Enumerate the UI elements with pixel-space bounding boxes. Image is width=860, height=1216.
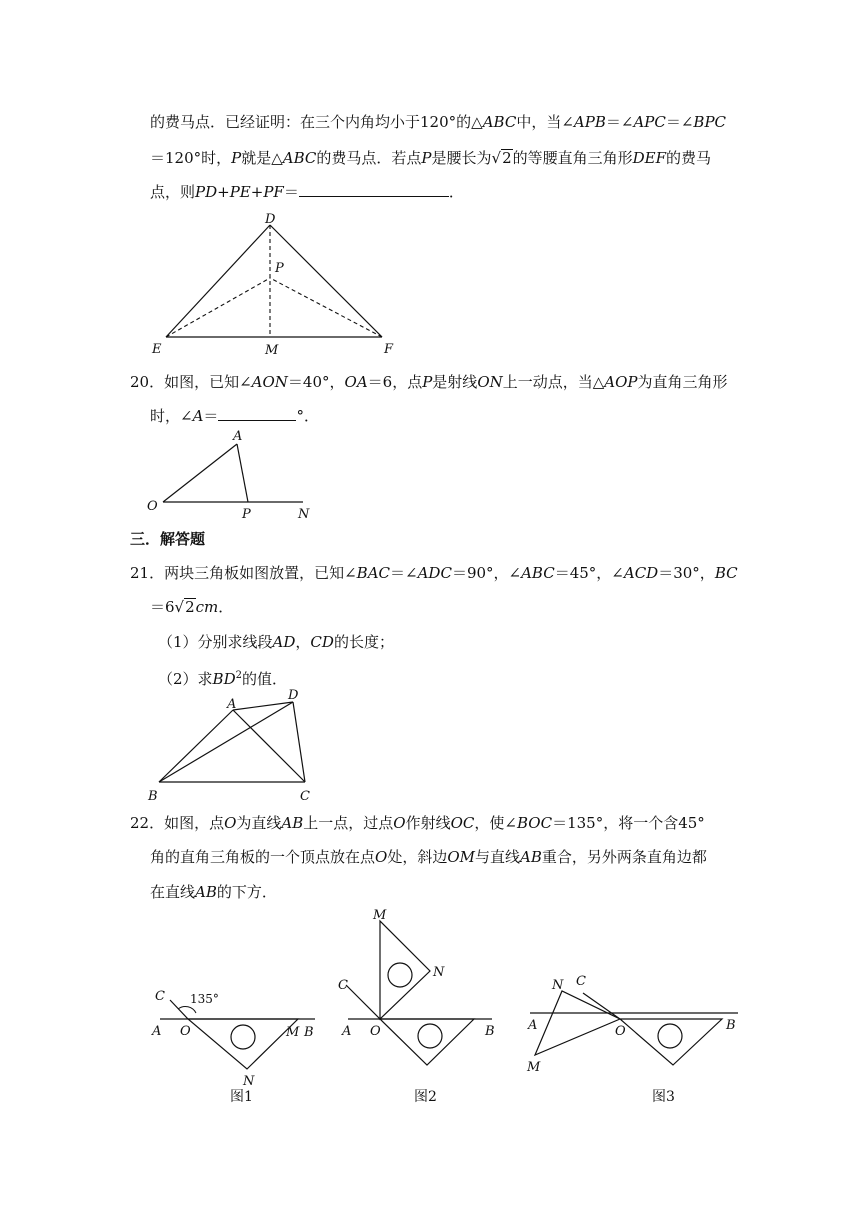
figure-3 [520, 905, 740, 1105]
q21-line1 [130, 563, 738, 583]
text: BOC [516, 814, 553, 832]
label-n: N [243, 1074, 255, 1089]
text: 为直线 [236, 814, 282, 832]
text: °． [296, 407, 319, 425]
text: 20．如图，已知∠ [130, 373, 252, 391]
label-b: B [148, 789, 158, 804]
text: O [224, 814, 237, 832]
text: ＝ [283, 183, 299, 201]
label-c: C [300, 789, 310, 804]
text: 上一点，过点 [303, 814, 394, 832]
text: ADC [417, 564, 452, 582]
text: BC [714, 564, 738, 582]
caption: 图3 [652, 1089, 675, 1105]
text: BD [212, 670, 236, 688]
text: 的费马点．已经证明：在三个内角均小于 [150, 113, 421, 131]
label-o: O [147, 499, 158, 514]
label-f: F [384, 342, 394, 357]
label-m: M [527, 1060, 541, 1075]
text: DEF [632, 149, 667, 167]
label-d: D [288, 688, 299, 703]
caption: 图2 [414, 1089, 437, 1105]
text: ＝40°， [287, 373, 345, 391]
text: ＝45°，∠ [554, 564, 624, 582]
label-b: B [726, 1018, 736, 1033]
text: 是射线 [432, 373, 478, 391]
q19-line1 [150, 112, 726, 132]
text: ＝90°，∠ [451, 564, 522, 582]
figure-1 [150, 905, 330, 1105]
text: OC [450, 814, 475, 832]
label-d: D [265, 212, 276, 227]
label-c: C [338, 978, 348, 993]
text: （2）求 [158, 670, 213, 688]
text: 中，当∠ [516, 113, 574, 131]
angle-label: 135° [190, 992, 219, 1006]
text: O [375, 848, 388, 866]
q20-line1 [130, 372, 728, 392]
sqrt-radicand: 2 [502, 149, 512, 167]
label-n: N [433, 965, 445, 980]
label-p: P [242, 507, 251, 522]
text: ＝135°，将一个含 [552, 814, 679, 832]
q19-line3 [150, 182, 464, 202]
label-p: P [275, 261, 284, 276]
text: 120° [420, 113, 457, 131]
q21-sub1 [158, 632, 394, 652]
text: 重合，另外两条直角边都 [541, 848, 707, 866]
text: 的费马 [666, 149, 712, 167]
text: ． [448, 183, 464, 201]
label-m: M [373, 908, 387, 923]
text: AD [272, 633, 296, 651]
text: ABC [282, 149, 317, 167]
q22-line1 [130, 813, 705, 833]
text: CD [310, 633, 334, 651]
text: ＝∠ [390, 564, 418, 582]
figure-quadrilateral-abcd [145, 686, 325, 806]
text: + [217, 183, 230, 201]
text: OA [344, 373, 368, 391]
text: BPC [693, 113, 727, 131]
text: + [250, 183, 264, 201]
text: P [421, 149, 432, 167]
label-a: A [233, 429, 243, 444]
text: AON [251, 373, 288, 391]
text: 的长度； [333, 633, 394, 651]
text: APB [573, 113, 606, 131]
text: A [192, 407, 204, 425]
text: 就是△ [241, 149, 283, 167]
label-b: B [485, 1024, 495, 1039]
text: 作射线 [405, 814, 451, 832]
text: ABC [482, 113, 517, 131]
text: AB [520, 848, 542, 866]
superscript: 2 [235, 670, 242, 681]
q21-line2: ＝6√2cm． [150, 598, 234, 616]
text: ACD [623, 564, 659, 582]
text: ，使∠ [474, 814, 517, 832]
caption: 图1 [230, 1089, 253, 1105]
text: O [393, 814, 406, 832]
label-a: A [152, 1024, 162, 1039]
text: AB [281, 814, 304, 832]
text: PD [195, 183, 218, 201]
text: 是腰长为 [431, 149, 492, 167]
label-n: N [552, 978, 564, 993]
text: ABC [521, 564, 555, 582]
q22-line2 [150, 847, 707, 867]
answer-blank[interactable] [218, 406, 296, 421]
text: 22．如图，点 [130, 814, 225, 832]
text: P [422, 373, 433, 391]
text: PF [263, 183, 284, 201]
label-m: M [286, 1025, 300, 1040]
text: （1）分别求线段 [158, 633, 273, 651]
q19-line2: ＝120°时，P就是△ABC的费马点．若点P是腰长为√2的等腰直角三角形DEF的费马 [150, 149, 712, 167]
q20-line2 [150, 406, 319, 426]
figure-angle-aon [145, 428, 325, 523]
text: ． [218, 598, 234, 616]
answer-blank[interactable] [299, 182, 449, 197]
text: 处，斜边 [387, 848, 448, 866]
label-a: A [342, 1024, 352, 1039]
label-e: E [152, 342, 162, 357]
text: 上一动点，当△ [502, 373, 605, 391]
label-o: O [615, 1024, 626, 1039]
label-b: B [304, 1025, 314, 1040]
text: 为直角三角形 [637, 373, 728, 391]
label-c: C [155, 989, 165, 1004]
text: 点，则 [150, 183, 196, 201]
text: 的△ [456, 113, 483, 131]
text: ＝ [203, 407, 219, 425]
text: 45° [678, 814, 705, 832]
label-a: A [227, 697, 237, 712]
text: 的费马点．若点 [316, 149, 422, 167]
text: 时，∠ [150, 407, 193, 425]
text: ON [477, 373, 503, 391]
figure-2 [330, 905, 510, 1105]
figure-triangle-def [150, 212, 400, 360]
label-c: C [576, 974, 586, 989]
text: ＝∠ [605, 113, 634, 131]
text: 的值． [241, 670, 287, 688]
text: 的下方． [216, 883, 277, 901]
text: OM [447, 848, 475, 866]
text: PE [229, 183, 251, 201]
label-a: A [528, 1018, 538, 1033]
text: P [231, 149, 242, 167]
section-title: 三．解答题 [130, 530, 206, 548]
text: AB [195, 883, 217, 901]
q22-line3 [150, 882, 277, 902]
text: APC [633, 113, 666, 131]
label-o: O [370, 1024, 381, 1039]
text: ＝120°时， [150, 149, 232, 167]
text: AOP [604, 373, 638, 391]
text: ＝6 [150, 598, 175, 616]
label-o: O [180, 1024, 191, 1039]
sqrt-radicand: 2 [185, 598, 195, 616]
text: 角的直角三角板的一个顶点放在点 [150, 848, 376, 866]
label-m: M [265, 343, 279, 358]
text: 21．两块三角板如图放置，已知∠ [130, 564, 357, 582]
label-n: N [298, 507, 310, 522]
text: ＝6，点 [367, 373, 423, 391]
text: ＝30°， [658, 564, 715, 582]
text: BAC [356, 564, 391, 582]
text: ， [295, 633, 311, 651]
text: 与直线 [475, 848, 521, 866]
text: 的等腰直角三角形 [512, 149, 633, 167]
text: ＝∠ [665, 113, 694, 131]
text: 在直线 [150, 883, 196, 901]
text: cm [195, 598, 219, 616]
